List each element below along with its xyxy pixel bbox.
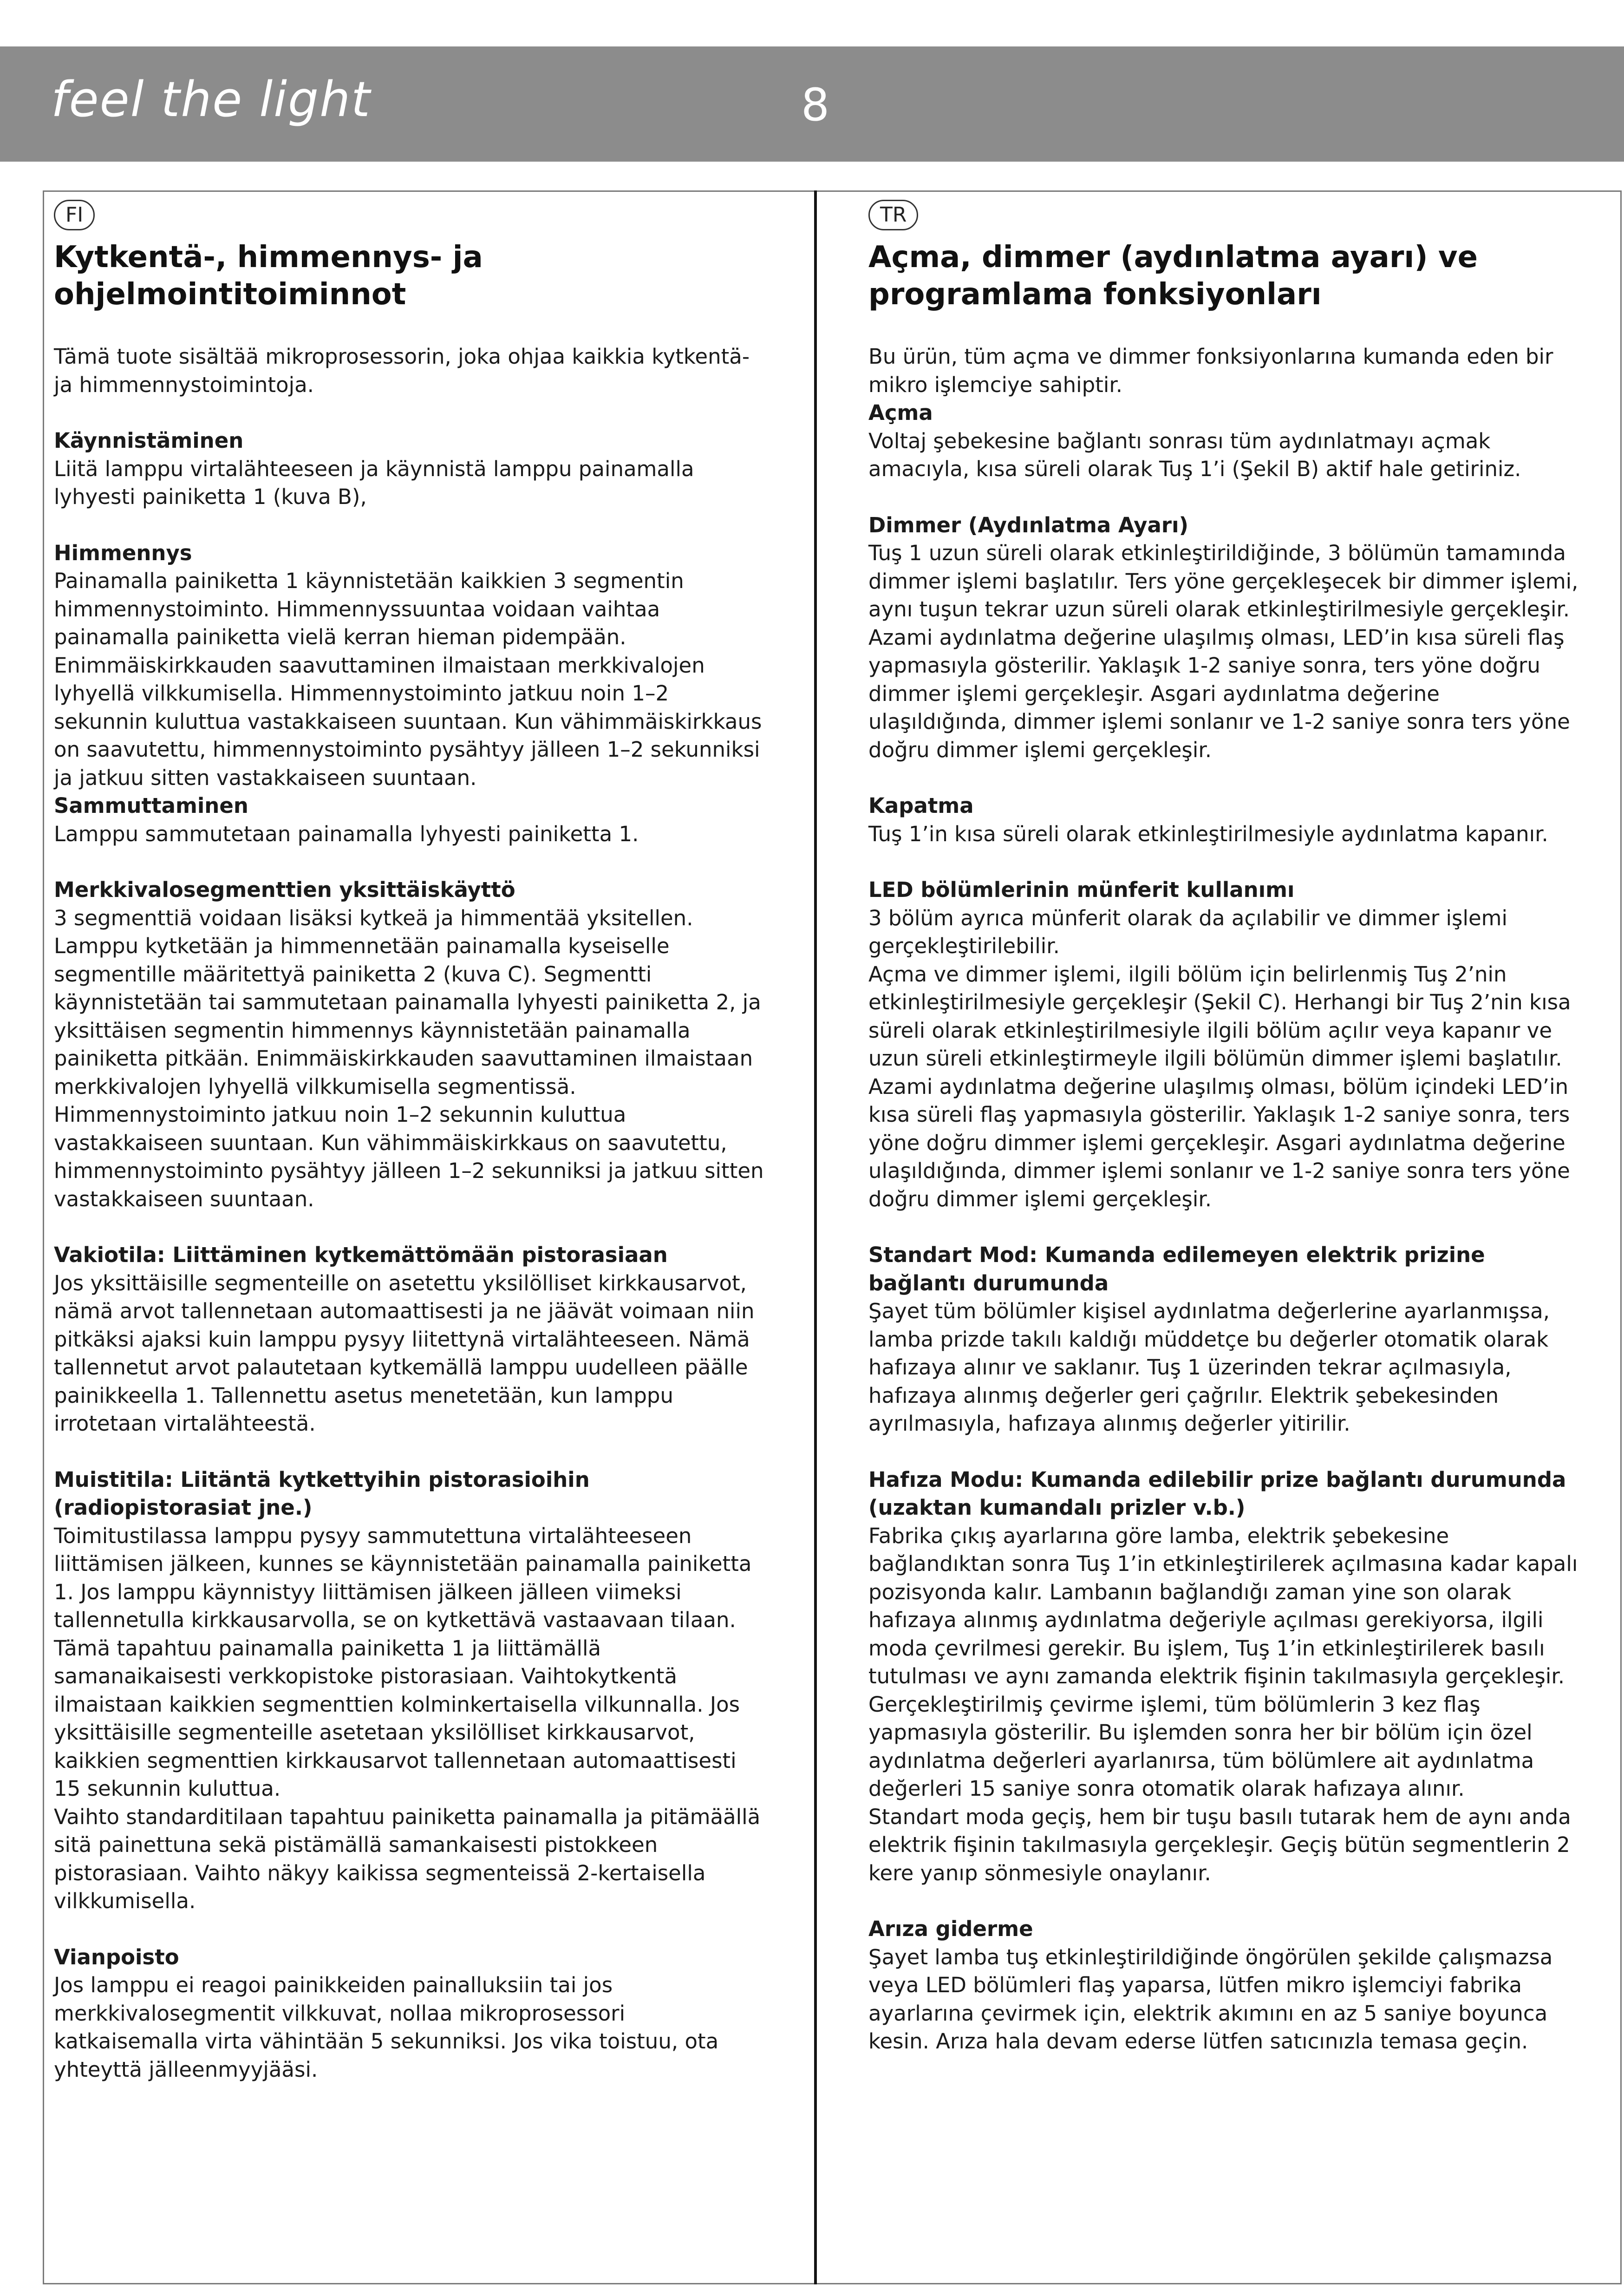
turkish-column bbox=[868, 200, 1584, 2056]
paragraph: Fabrika çıkış ayarlarına göre lamba, elektrik şebekesine bağlandıktan sonra Tuş 1’in etkinleştirilerek açılmasına kadar kapalı pozisyonda kalır. Lambanın bağlandığı zaman yine son olarak hafızaya alınmış aydınlatma değeriyle açılması gerekiyorsa, ilgili moda çevrilmesi gerekir. Bu işlem, Tuş 1’in etkinleştirilerek basılı tutulması ve aynı zamanda elektrik fişinin takılmasıyla gerçekleşir. Gerçekleştirilmiş çevirme işlemi, tüm bölümlerin 3 kez flaş yapmasıyla gösterilir. Bu işlemden sonra her bir bölüm için özel aydınlatma değerleri ayarlanırsa, tüm bölümlere ait aydınlatma değerleri 15 saniye sonra otomatik olarak hafızaya alınır. bbox=[868, 1523, 1578, 1801]
subheading: LED bölümlerinin münferit kullanımı bbox=[868, 877, 1295, 902]
paragraph: Jos lamppu ei reagoi painikkeiden painalluksiin tai jos merkkivalosegmentit vilkkuvat, nollaa mikroprosessori katkaisemalla virta vähintään 5 sekunniksi. Jos vika toistuu, ota yhteyttä jälleenmyyjääsi. bbox=[54, 1973, 719, 2082]
subheading: Vakiotila: Liittäminen kytkemättömään pistorasiaan bbox=[54, 1243, 668, 1267]
language-badge-fi: FI bbox=[54, 200, 95, 230]
section-title: Kytkentä-, himmennys- ja ohjelmointitoiminnot bbox=[54, 240, 483, 312]
subheading: Käynnistäminen bbox=[54, 428, 244, 453]
paragraph: Tuş 1’in kısa süreli olarak etkinleştirilmesiyle aydınlatma kapanır. bbox=[868, 821, 1548, 846]
brand-wordmark: feel the light bbox=[51, 71, 371, 128]
subheading: Sammuttaminen bbox=[54, 793, 248, 818]
subheading: Arıza giderme bbox=[868, 1917, 1033, 1941]
paragraph: Açma ve dimmer işlemi, ilgili bölüm için belirlenmiş Tuş 2’nin etkinleştirilmesiyle gerçekleşir (Şekil C). Herhangi bir Tuş 2’nin kısa süreli olarak etkinleştirilmesiyle ilgili bölüm açılır veya kapanır ve uzun süreli etkinleştirmeyle ilgili bölümün dimmer işlemi başlatılır. Azami aydınlatma değerine ulaşılmış olması, bölüm içindeki LED’in kısa süreli flaş yapmasıyla gösterilir. Yaklaşık 1-2 saniye sonra, ters yöne doğru dimmer işlemi gerçekleşir. Asgari aydınlatma değerine ulaşıldığında, dimmer işlemi sonlanır ve 1-2 saniye sonra ters yöne doğru dimmer işlemi gerçekleşir. bbox=[868, 962, 1571, 1211]
subheading: Vianpoisto bbox=[54, 1944, 179, 1969]
paragraph: Vaihto standarditilaan tapahtuu painiketta painamalla ja pitämäällä sitä painettuna sekä pistämällä samankaisesti pistokkeen pistorasiaan. Vaihto näkyy kaikissa segmenteissä 2-kertaisella vilkkumisella. bbox=[54, 1804, 761, 1913]
paragraph: Liitä lamppu virtalähteeseen ja käynnistä lamppu painamalla lyhyesti painiketta 1 (kuva B), bbox=[54, 456, 694, 509]
subheading: Himmennys bbox=[54, 540, 192, 565]
subheading: Merkkivalosegmenttien yksittäiskäyttö bbox=[54, 877, 515, 902]
subheading: Muistitila: Liitäntä kytkettyihin pistorasioihin (radiopistorasiat jne.) bbox=[54, 1467, 590, 1520]
section-title: Açma, dimmer (aydınlatma ayarı) ve programlama fonksiyonları bbox=[868, 240, 1478, 312]
paragraph: Şayet tüm bölümler kişisel aydınlatma değerlerine ayarlanmışsa, lamba prizde takılı kaldığı müddetçe bu değerler otomatik olarak hafızaya alınır ve saklanır. Tuş 1 üzerinden tekrar açılmasıyla, hafızaya alınmış değerler geri çağrılır. Elektrik şebekesinden ayrılmasıyla, hafızaya alınmış değerler yitirilir. bbox=[868, 1299, 1550, 1436]
language-badge-tr: TR bbox=[868, 200, 918, 230]
subheading: Açma bbox=[868, 400, 933, 425]
subheading: Standart Mod: Kumanda edilemeyen elektrik prizine bağlantı durumunda bbox=[868, 1243, 1485, 1295]
page-header bbox=[0, 46, 1624, 162]
paragraph: Lamppu sammutetaan painamalla lyhyesti painiketta 1. bbox=[54, 821, 639, 846]
intro-paragraph: Bu ürün, tüm açma ve dimmer fonksiyonlarına kumanda eden bir mikro işlemciye sahiptir. bbox=[868, 344, 1553, 397]
finnish-column bbox=[54, 200, 764, 2084]
paragraph: Standart moda geçiş, hem bir tuşu basılı tutarak hem de aynı anda elektrik fişinin takılmasıyla gerçekleşir. Geçiş bütün segmentlerin 2 kere yanıp sönmesiyle onaylanır. bbox=[868, 1804, 1571, 1885]
subheading: Dimmer (Aydınlatma Ayarı) bbox=[868, 512, 1189, 537]
paragraph: Jos yksittäisille segmenteille on asetettu yksilölliset kirkkausarvot, nämä arvot tallennetaan automaattisesti ja ne jäävät voimaan niin pitkäksi ajaksi kuin lamppu pysyy liitettynä virtalähteeseen. Nämä tallennetut arvot palautetaan kytkemällä lamppu uudelleen päälle painikkeella 1. Tallennettu asetus menetetään, kun lamppu irrotetaan virtalähteestä. bbox=[54, 1270, 755, 1436]
paragraph: Painamalla painiketta 1 käynnistetään kaikkien 3 segmentin himmennystoiminto. Himmennyssuuntaa voidaan vaihtaa painamalla painiketta vielä kerran hieman pidempään. Enimmäiskirkkauden saavuttaminen ilmaistaan merkkivalojen lyhyellä vilkkumisella. Himmennystoiminto jatkuu noin 1–2 sekunnin kuluttua vastakkaiseen suuntaan. Kun vähimmäiskirkkaus on saavutettu, himmennystoiminto pysähtyy jälleen 1–2 sekunniksi ja jatkuu sitten vastakkaiseen suuntaan. bbox=[54, 569, 762, 790]
paragraph: 3 segmenttiä voidaan lisäksi kytkeä ja himmentää yksitellen. Lamppu kytketään ja himmennetään painamalla kyseiselle segmentille määritettyä painiketta 2 (kuva C). Segmentti käynnistetään tai sammutetaan painamalla lyhyesti painiketta 2, ja yksittäisen segmentin himmennys käynnistetään painamalla painiketta pitkään. Enimmäiskirkkauden saavuttaminen ilmaistaan merkkivalojen lyhyellä vilkkumisella segmentissä. Himmennystoiminto jatkuu noin 1–2 sekunnin kuluttua vastakkaiseen suuntaan. Kun vähimmäiskirkkaus on saavutettu, himmennystoiminto pysähtyy jälleen 1–2 sekunniksi ja jatkuu sitten vastakkaiseen suuntaan. bbox=[54, 905, 764, 1211]
paragraph: Voltaj şebekesine bağlantı sonrası tüm aydınlatmayı açmak amacıyla, kısa süreli olarak Tuş 1’i (Şekil B) aktif hale getiriniz. bbox=[868, 428, 1521, 481]
subheading: Hafıza Modu: Kumanda edilebilir prize bağlantı durumunda (uzaktan kumandalı prizler v.b.) bbox=[868, 1467, 1566, 1520]
paragraph: Şayet lamba tuş etkinleştirildiğinde öngörülen şekilde çalışmazsa veya LED bölümleri flaş yaparsa, lütfen mikro işlemciyi fabrika ayarlarına çevirmek için, elektrik akımını en az 5 saniye boyunca kesin. Arıza hala devam ederse lütfen satıcınızla temasa geçin. bbox=[868, 1944, 1553, 2054]
column-divider bbox=[814, 190, 817, 2284]
subheading: Kapatma bbox=[868, 793, 974, 818]
paragraph: Tuş 1 uzun süreli olarak etkinleştirildiğinde, 3 bölümün tamamında dimmer işlemi başlatılır. Ters yöne gerçekleşecek bir dimmer işlemi, aynı tuşun tekrar uzun süreli olarak etkinleştirilmesiyle gerçekleşir. Azami aydınlatma değerine ulaşılmış olması, LED’in kısa süreli flaş yapmasıyla gösterilir. Yaklaşık 1-2 saniye sonra, ters yöne doğru dimmer işlemi gerçekleşir. Asgari aydınlatma değerine ulaşıldığında, dimmer işlemi sonlanır ve 1-2 saniye sonra ters yöne doğru dimmer işlemi gerçekleşir. bbox=[868, 541, 1578, 762]
paragraph: Toimitustilassa lamppu pysyy sammutettuna virtalähteeseen liittämisen jälkeen, kunnes se käynnistetään painamalla painiketta 1. Jos lamppu käynnistyy liittämisen jälkeen jälleen viimeksi tallennetulla kirkkausarvolla, se on kytkettävä vastaavaan tilaan. Tämä tapahtuu painamalla painiketta 1 ja liittämällä samanaikaisesti verkkopistoke pistorasiaan. Vaihtokytkentä ilmaistaan kaikkien segmenttien kolminkertaisella vilkunnalla. Jos yksittäisille segmenteille asetetaan yksilölliset kirkkausarvot, kaikkien segmenttien kirkkausarvot tallennetaan automaattisesti 15 sekunnin kuluttua. bbox=[54, 1523, 752, 1801]
page-number: 8 bbox=[801, 79, 830, 131]
intro-paragraph: Tämä tuote sisältää mikroprosessorin, joka ohjaa kaikkia kytkentä- ja himmennystoimintoja. bbox=[54, 344, 750, 397]
paragraph: 3 bölüm ayrıca münferit olarak da açılabilir ve dimmer işlemi gerçekleştirilebilir. bbox=[868, 905, 1507, 958]
